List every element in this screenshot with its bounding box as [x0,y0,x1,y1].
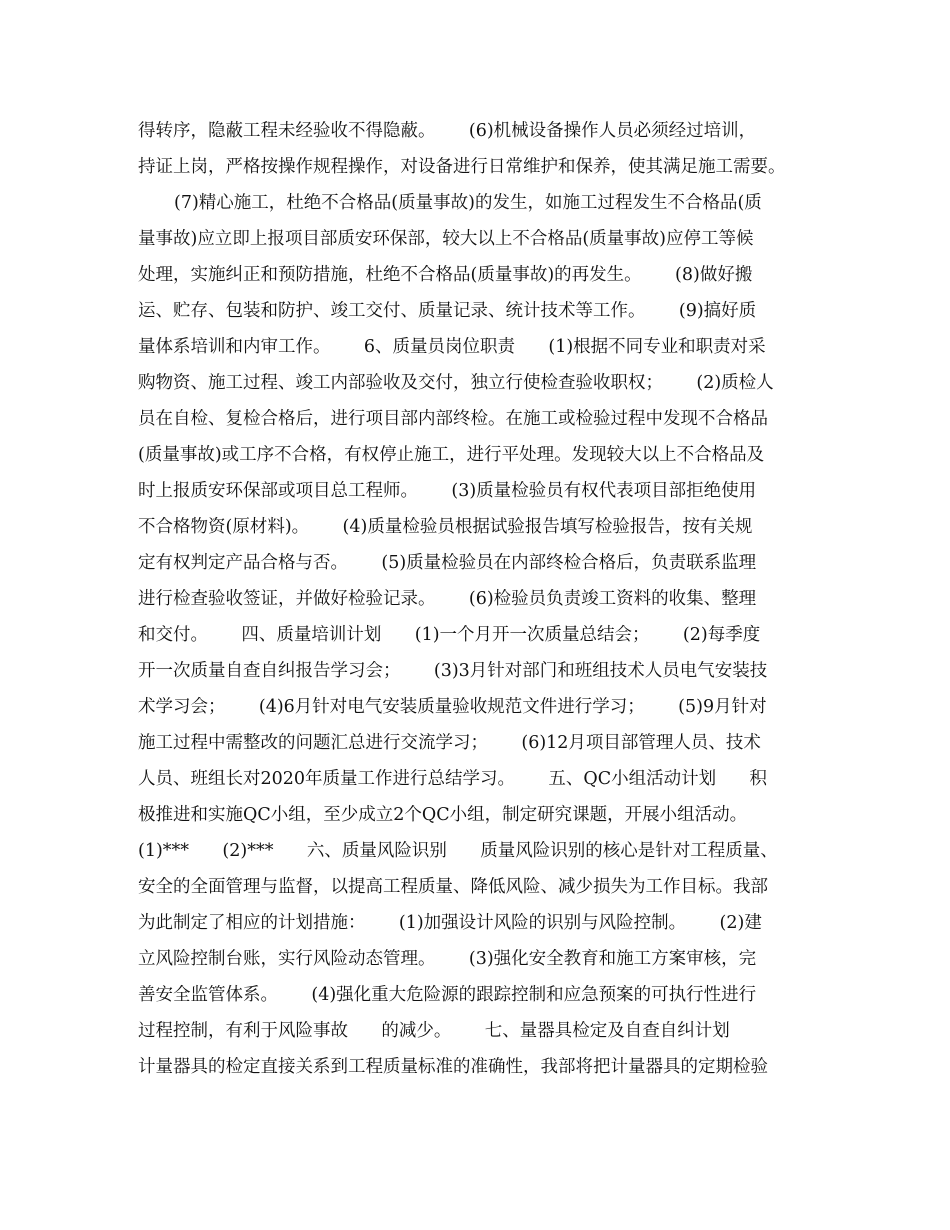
text-line-1: 得转序，隐蔽工程未经验收不得隐蔽。 (6)机械设备操作人员必须经过培训， [138,121,757,141]
text-line-24: 立风险控制台账，实行风险动态管理。 (3)强化安全教育和施工方案审核，完 [138,949,757,969]
text-line-12: 不合格物资(原材料)。 (4)质量检验员根据试验报告填写检验报告，按有关规 [138,517,753,537]
text-line-27: 计量器具的检定直接关系到工程质量标准的准确性，我部将把计量器具的定期检验 [138,1057,768,1077]
text-line-17: 术学习会； (4)6月针对电气安装质量验收规范文件进行学习； (5)9月针对 [138,697,767,717]
text-line-15: 和交付。 四、质量培训计划 (1)一个月开一次质量总结会； (2)每季度 [138,625,761,645]
text-line-8: 购物资、施工过程、竣工内部验收及交付，独立行使检查验收职权； (2)质检人 [138,373,774,393]
text-line-25: 善安全监管体系。 (4)强化重大危险源的跟踪控制和应急预案的可执行性进行 [138,985,757,1005]
text-line-16: 开一次质量自查自纠报告学习会； (3)3月针对部门和班组技术人员电气安装技 [138,661,768,681]
text-line-11: 时上报质安环保部或项目总工程师。 (3)质量检验员有权代表项目部拒绝使用 [138,481,757,501]
text-line-5: 处理，实施纠正和预防措施，杜绝不合格品(质量事故)的再发生。 (8)做好搬 [138,265,753,285]
text-line-13: 定有权判定产品合格与否。 (5)质量检验员在内部终检合格后，负责联系监理 [138,553,757,573]
text-line-4: 量事故)应立即上报项目部质安环保部，较大以上不合格品(质量事故)应停工等候 [138,229,754,249]
text-line-19: 人员、班组长对2020年质量工作进行总结学习。 五、QC小组活动计划 积 [138,769,768,789]
text-line-3: (7)精心施工，杜绝不合格品(质量事故)的发生，如施工过程发生不合格品(质 [174,193,762,213]
text-line-23: 为此制定了相应的计划措施： (1)加强设计风险的识别与风险控制。 (2)建 [138,913,762,933]
text-line-7: 量体系培训和内审工作。 6、质量员岗位职责 (1)根据不同专业和职责对采 [138,337,766,357]
text-line-14: 进行检查验收签证，并做好检验记录。 (6)检验员负责竣工资料的收集、整理 [138,589,757,609]
text-line-18: 施工过程中需整改的问题汇总进行交流学习； (6)12月项目部管理人员、技术 [138,733,761,753]
text-line-20: 极推进和实施QC小组，至少成立2个QC小组，制定研究课题，开展小组活动。 [138,805,748,825]
text-line-26: 过程控制，有利于风险事故 的减少。 七、量器具检定及自查自纠计划 [138,1021,730,1041]
text-line-22: 安全的全面管理与监督，以提高工程质量、降低风险、减少损失为工作目标。我部 [138,877,768,897]
text-line-2: 持证上岗，严格按操作规程操作，对设备进行日常维护和保养，使其满足施工需要。 [138,157,786,177]
text-line-6: 运、贮存、包装和防护、竣工交付、质量记录、统计技术等工作。 (9)搞好质 [138,301,757,321]
text-line-9: 员在自检、复检合格后，进行项目部内部终检。在施工或检验过程中发现不合格品 [138,409,768,429]
text-line-21: (1)*** (2)*** 六、质量风险识别 质量风险识别的核心是针对工程质量、 [138,841,778,861]
text-line-10: (质量事故)或工序不合格，有权停止施工，进行平处理。发现较大以上不合格品及 [138,445,765,465]
